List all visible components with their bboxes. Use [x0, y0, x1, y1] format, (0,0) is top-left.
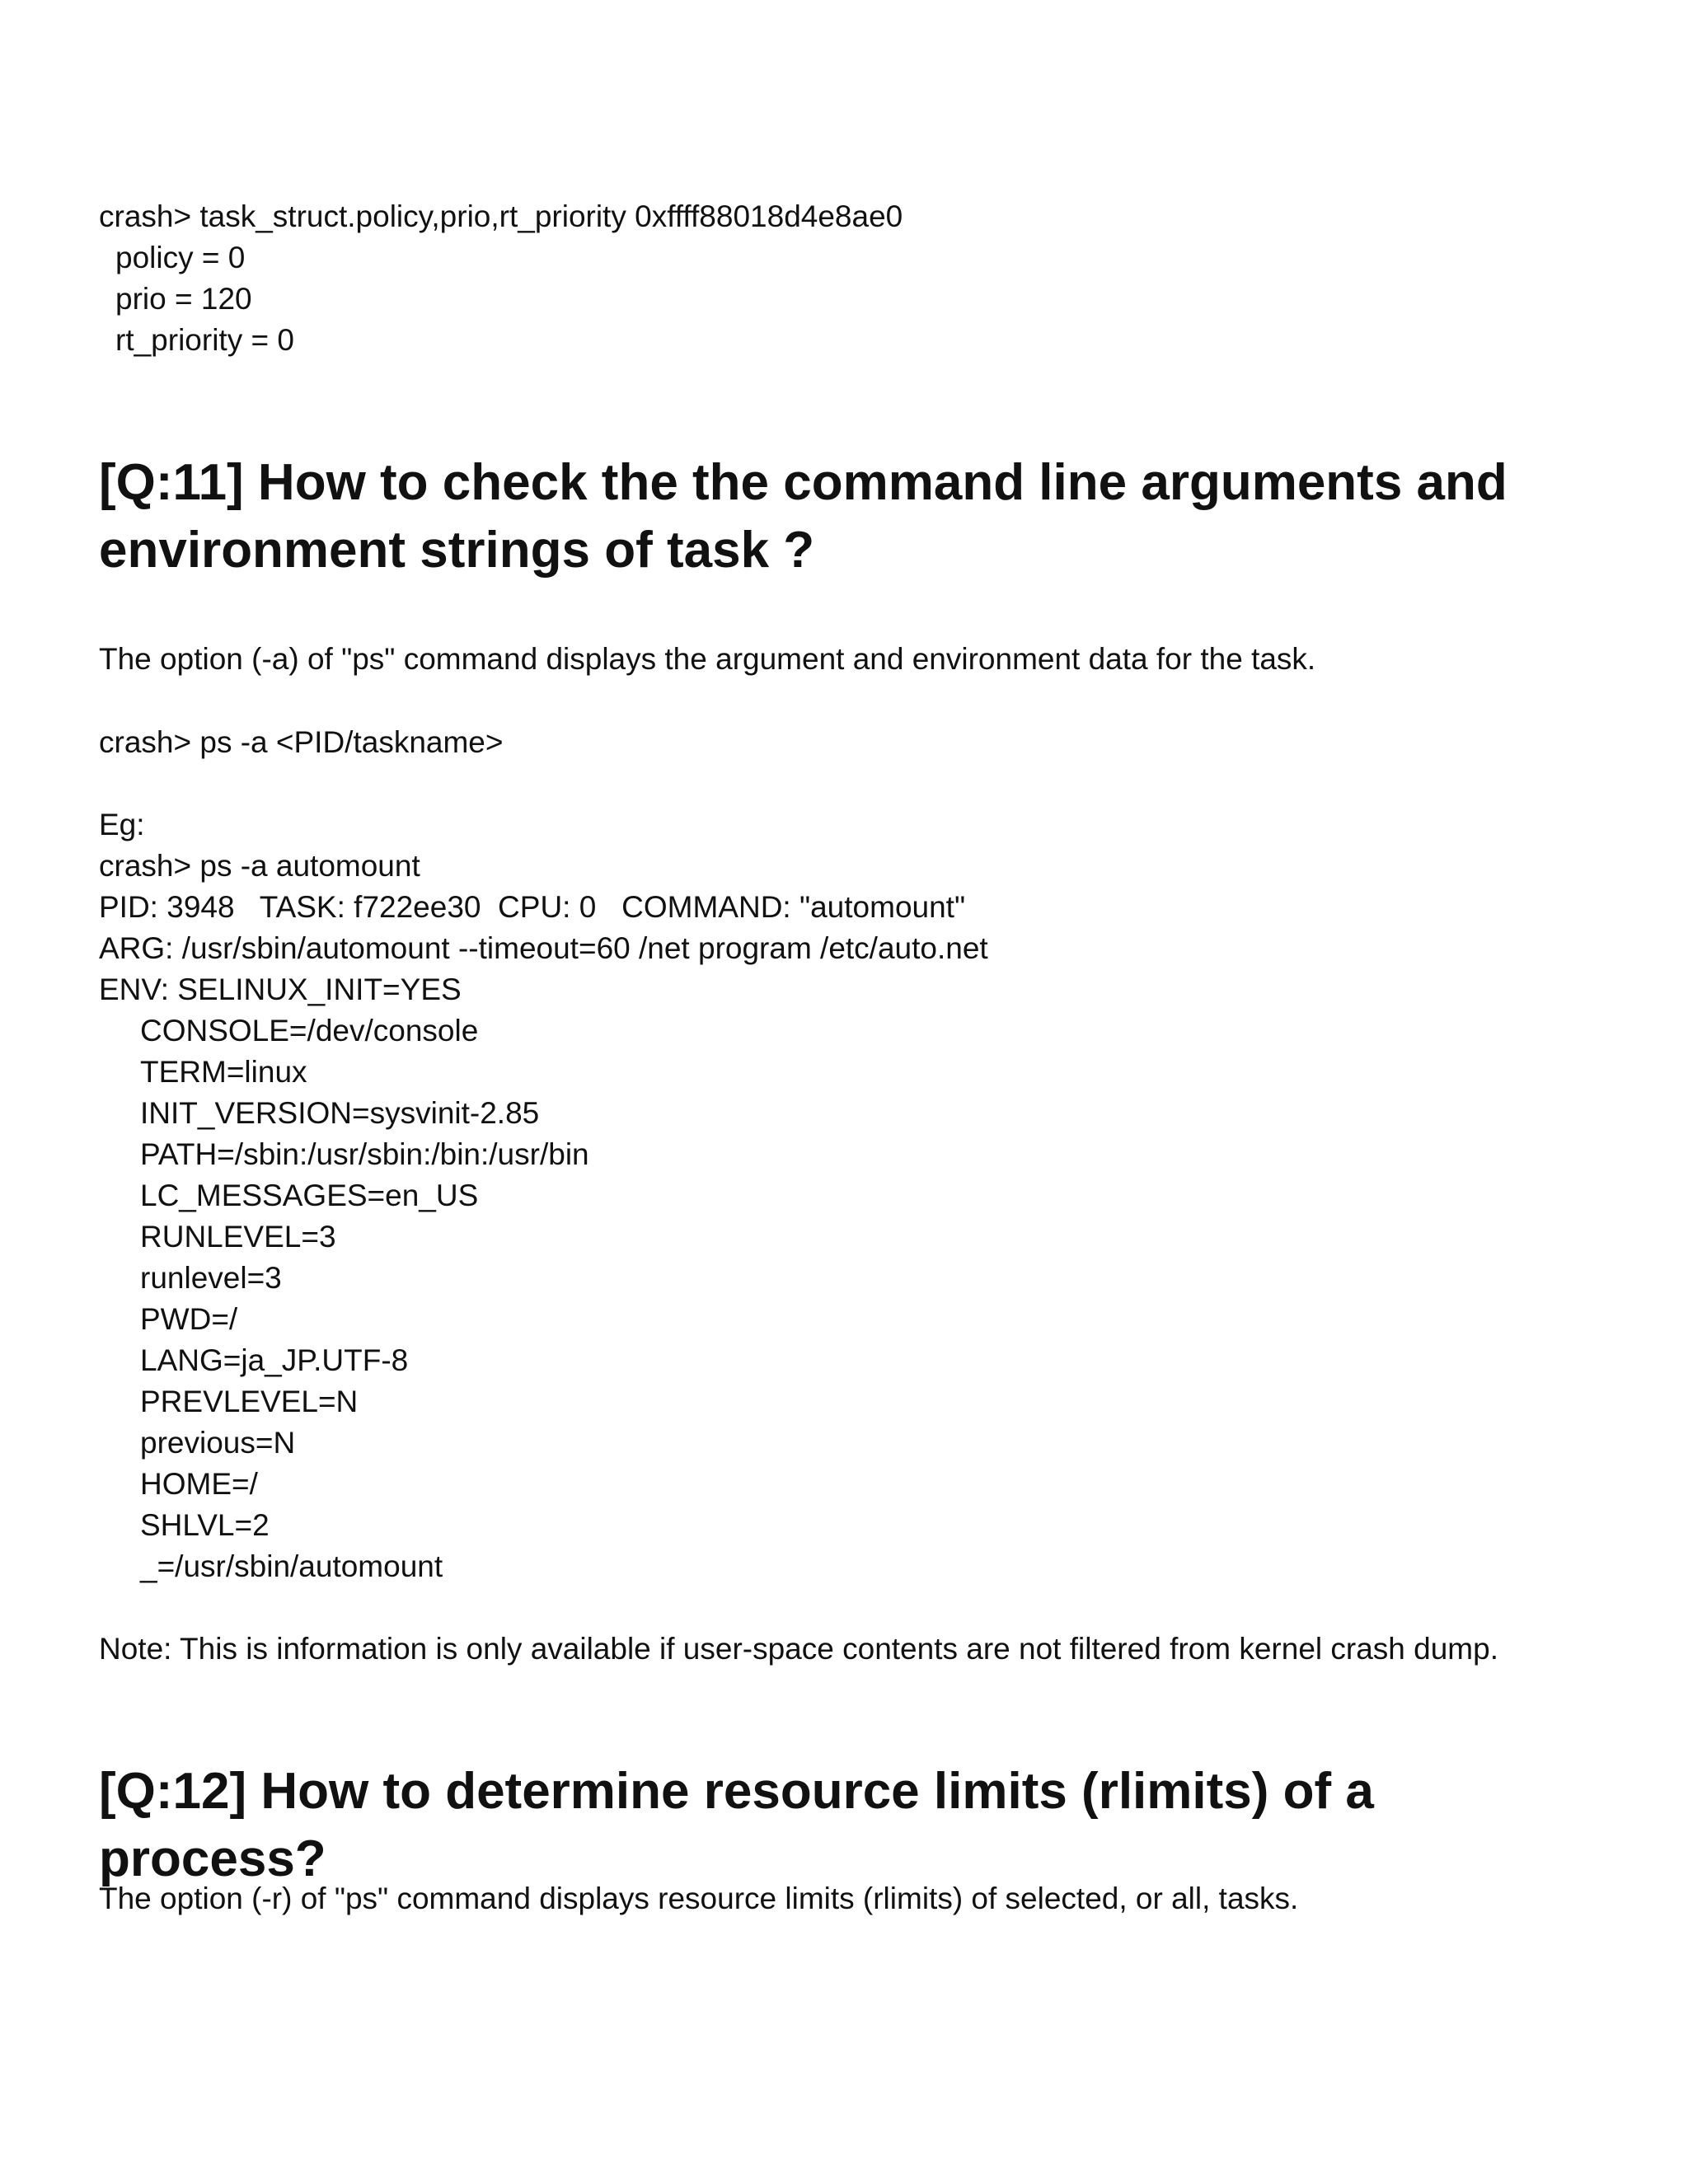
note-text: Note: This is information is only available if user-space contents are not filtered from kernel crash dump. — [99, 1632, 1498, 1666]
section-heading-q11: [Q:11] How to check the the command line arguments and environment strings of task ? — [99, 454, 1507, 579]
code-output-line: policy = 0 — [115, 241, 246, 274]
env-entry: _=/usr/sbin/automount — [140, 1549, 443, 1583]
env-entry: TERM=linux — [140, 1055, 307, 1089]
env-entry: previous=N — [140, 1426, 296, 1460]
command-syntax: crash> ps -a <PID/taskname> — [99, 725, 504, 759]
env-entry: SHLVL=2 — [140, 1508, 270, 1542]
example-command: crash> ps -a automount — [99, 849, 420, 883]
env-entry: LANG=ja_JP.UTF-8 — [140, 1343, 409, 1377]
env-entry: PATH=/sbin:/usr/sbin:/bin:/usr/bin — [140, 1137, 589, 1171]
example-pid-line: PID: 3948 TASK: f722ee30 CPU: 0 COMMAND: "automount" — [99, 890, 966, 924]
code-command-line: crash> task_struct.policy,prio,rt_priority 0xffff88018d4e8ae0 — [99, 199, 903, 233]
env-entry: CONSOLE=/dev/console — [140, 1014, 479, 1047]
env-entry: RUNLEVEL=3 — [140, 1220, 336, 1254]
paragraph-intro-q12: The option (-r) of "ps" command displays resource limits (rlimits) of selected, or all, tasks. — [99, 1882, 1299, 1915]
example-label: Eg: — [99, 808, 145, 841]
example-arg-line: ARG: /usr/sbin/automount --timeout=60 /net program /etc/auto.net — [99, 931, 988, 965]
env-entry: INIT_VERSION=sysvinit-2.85 — [140, 1096, 540, 1130]
env-entry: PWD=/ — [140, 1302, 238, 1336]
code-output-line: prio = 120 — [115, 282, 252, 316]
section-heading-q12: [Q:12] How to determine resource limits (rlimits) of a process? — [99, 1763, 1374, 1887]
env-entry: PREVLEVEL=N — [140, 1385, 359, 1418]
paragraph-intro-q11: The option (-a) of "ps" command displays the argument and environment data for the task. — [99, 642, 1316, 676]
example-env-line: ENV: SELINUX_INIT=YES — [99, 972, 462, 1006]
env-entry: HOME=/ — [140, 1467, 258, 1501]
code-output-line: rt_priority = 0 — [115, 323, 294, 357]
env-entry: runlevel=3 — [140, 1261, 282, 1295]
env-entry: LC_MESSAGES=en_US — [140, 1179, 479, 1212]
